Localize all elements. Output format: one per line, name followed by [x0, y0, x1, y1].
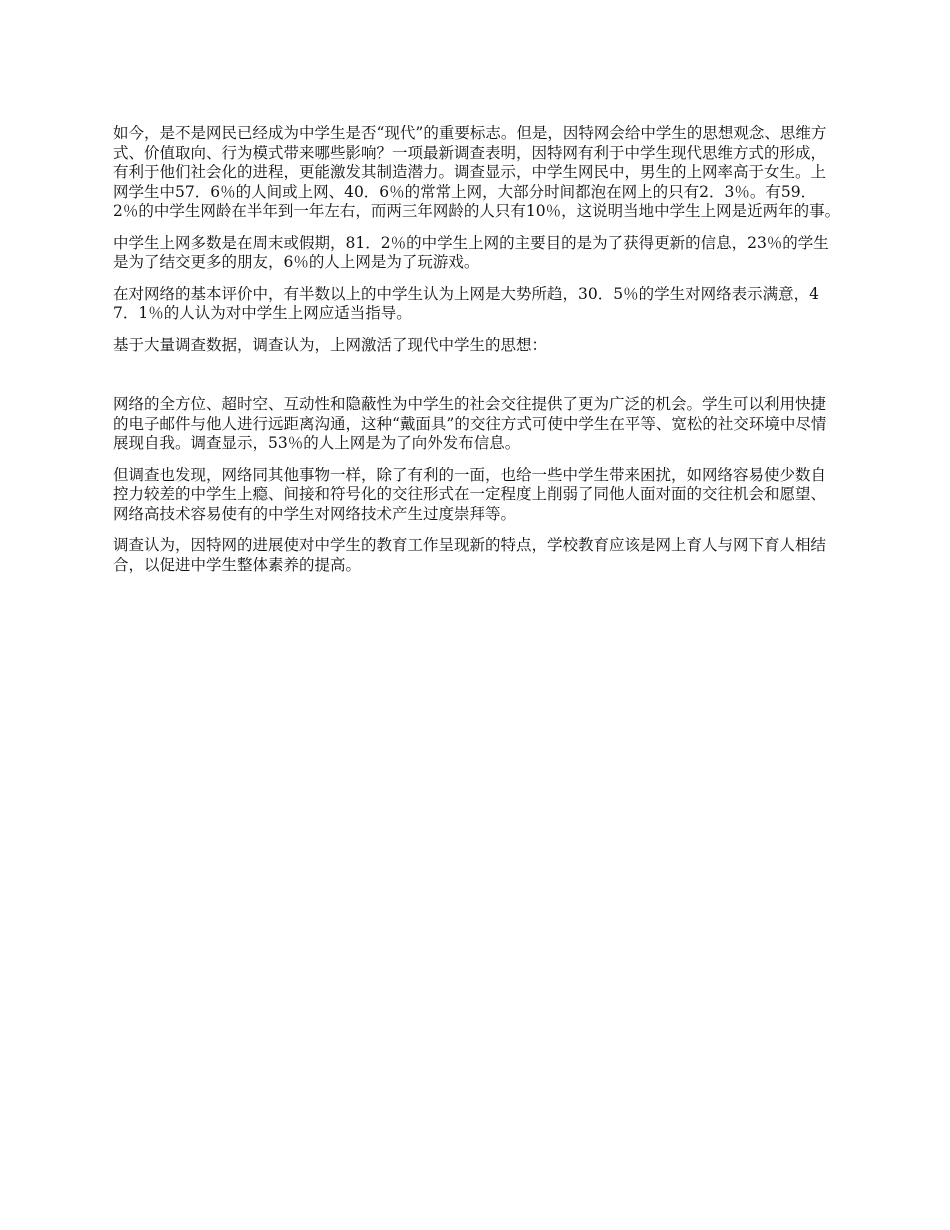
- paragraph-1: 如今，是不是网民已经成为中学生是否“现代”的重要标志。但是，因特网会给中学生的思想观念、思维方式、价值取向、行为模式带来哪些影响？一项最新调查表明，因特网有利于中学生现代思维方式的形成，有利于他们社会化的进程，更能激发其制造潜力。调查显示，中学生网民中，男生的上网率高于女生。上网学生中57．6％的人间或上网、40．6％的常常上网，大部分时间都泡在网上的只有2．3％。有59．2％的中学生网龄在半年到一年左右，而两三年网龄的人只有10％，这说明当地中学生上网是近两年的事。: [113, 124, 841, 220]
- paragraph-7: 调查认为，因特网的进展使对中学生的教育工作呈现新的特点，学校教育应该是网上育人与网下育人相结合，以促进中学生整体素养的提高。: [113, 536, 827, 574]
- document-body: [113, 124, 841, 587]
- paragraph-2: 中学生上网多数是在周末或假期，81．2％的中学生上网的主要目的是为了获得更新的信息，23％的学生是为了结交更多的朋友，6％的人上网是为了玩游戏。: [113, 233, 829, 271]
- paragraph-5: 网络的全方位、超时空、互动性和隐蔽性为中学生的社会交往提供了更为广泛的机会。学生可以利用快捷的电子邮件与他人进行远距离沟通，这种“戴面具”的交往方式可使中学生在平等、宽松的社交环境中尽情展现自我。调查显示，53％的人上网是为了向外发布信息。: [113, 395, 827, 452]
- paragraph-4: 基于大量调查数据，调查认为，上网激活了现代中学生的思想：: [113, 335, 548, 354]
- paragraph-6: 但调查也发现，网络同其他事物一样，除了有利的一面，也给一些中学生带来困扰，如网络容易使少数自控力较差的中学生上瘾、间接和符号化的交往形式在一定程度上削弱了同他人面对面的交往机会和愿望、网络高技术容易使有的中学生对网络技术产生过度崇拜等。: [113, 465, 827, 523]
- paragraph-3: 在对网络的基本评价中，有半数以上的中学生认为上网是大势所趋，30．5％的学生对网络表示满意，47．1％的人认为对中学生上网应适当指导。: [113, 284, 819, 322]
- blank-gap: [113, 367, 841, 395]
